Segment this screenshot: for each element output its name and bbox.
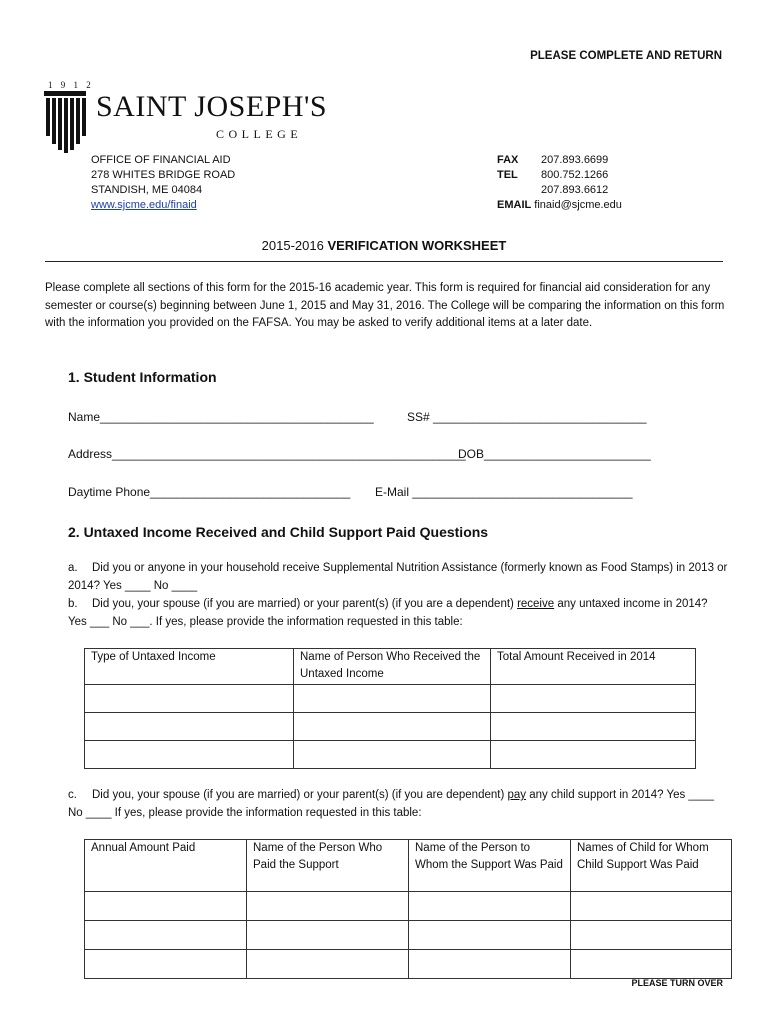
title-name: VERIFICATION WORKSHEET bbox=[327, 238, 507, 253]
table-cell[interactable] bbox=[85, 950, 247, 979]
table-cell[interactable] bbox=[247, 950, 409, 979]
table-cell[interactable] bbox=[247, 921, 409, 950]
college-subtitle: COLLEGE bbox=[216, 127, 303, 141]
pay-emphasis: pay bbox=[507, 789, 527, 801]
office-line-3: STANDISH, ME 04084 bbox=[91, 184, 203, 196]
table-cell[interactable] bbox=[85, 713, 294, 741]
return-instruction: PLEASE COMPLETE AND RETURN bbox=[530, 50, 722, 62]
table-row bbox=[85, 950, 732, 979]
table-row bbox=[85, 921, 732, 950]
table-cell[interactable] bbox=[571, 950, 732, 979]
tel-number-2: 207.893.6612 bbox=[541, 184, 609, 196]
table-cell[interactable] bbox=[409, 892, 571, 921]
question-a-text: Did you or anyone in your household receive Supplemental Nutrition Assistance (formerly known as Food Stamps) in 2013 or 2014? Yes ____ No ____ bbox=[68, 562, 728, 592]
question-b-text-start: Did you, your spouse (if you are married) or your parent(s) (if you are a dependent) bbox=[92, 598, 518, 610]
fax-number: 207.893.6699 bbox=[541, 154, 609, 166]
question-b bbox=[68, 596, 728, 631]
table-cell[interactable] bbox=[294, 741, 491, 769]
office-address bbox=[91, 153, 235, 213]
table-header-cell: Name of the Person Who Paid the Support bbox=[247, 840, 409, 892]
question-c-text-start: Did you, your spouse (if you are married) or your parent(s) (if you are dependent) bbox=[92, 789, 508, 801]
section2-heading: 2. Untaxed Income Received and Child Support Paid Questions bbox=[68, 524, 489, 540]
question-c-text-end: any child support in 2014? Yes ____ No ____ If yes, please provide the information requested in this table: bbox=[68, 789, 715, 819]
ssn-field[interactable]: SS# ________________________________ bbox=[407, 410, 647, 424]
table-header-cell: Annual Amount Paid bbox=[85, 840, 247, 892]
turn-over-note: PLEASE TURN OVER bbox=[631, 978, 723, 988]
table-cell[interactable] bbox=[409, 950, 571, 979]
table-cell[interactable] bbox=[409, 921, 571, 950]
email-label: EMAIL bbox=[497, 199, 532, 211]
question-a bbox=[68, 560, 728, 595]
table-cell[interactable] bbox=[247, 892, 409, 921]
name-field[interactable]: Name_________________________________________ bbox=[68, 410, 374, 424]
table-cell[interactable] bbox=[571, 921, 732, 950]
child-support-table bbox=[84, 839, 732, 979]
table-header-cell: Type of Untaxed Income bbox=[85, 649, 294, 685]
address-field[interactable]: Address_____________________________________________________ bbox=[68, 447, 466, 461]
question-c-letter: c. bbox=[68, 789, 77, 801]
question-b-text-end: any untaxed income in 2014? Yes ___ No ___. If yes, please provide the information requested in this table: bbox=[68, 598, 708, 628]
table-header-cell: Names of Child for Whom Child Support Was Paid bbox=[571, 840, 732, 892]
tel-number-1: 800.752.1266 bbox=[541, 169, 609, 181]
contact-info bbox=[497, 153, 622, 213]
title-divider bbox=[45, 261, 723, 262]
table-row bbox=[85, 713, 696, 741]
table-header-row bbox=[85, 649, 696, 685]
question-c bbox=[68, 787, 728, 822]
page-title bbox=[0, 238, 768, 253]
table-header-cell: Name of Person Who Received the Untaxed Income bbox=[294, 649, 491, 685]
table-header-row bbox=[85, 840, 732, 892]
website-link[interactable]: www.sjcme.edu/finaid bbox=[91, 199, 197, 211]
logo-year: 1 9 1 2 bbox=[48, 80, 94, 90]
office-line-2: 278 WHITES BRIDGE ROAD bbox=[91, 169, 236, 181]
email-field[interactable]: E-Mail _________________________________ bbox=[375, 485, 633, 499]
table-cell[interactable] bbox=[85, 685, 294, 713]
question-a-letter: a. bbox=[68, 562, 78, 574]
section1-heading: 1. Student Information bbox=[68, 369, 217, 385]
untaxed-income-table bbox=[84, 648, 696, 769]
table-cell[interactable] bbox=[491, 685, 696, 713]
tel-label: TEL bbox=[497, 169, 518, 181]
table-cell[interactable] bbox=[85, 921, 247, 950]
table-header-cell: Total Amount Received in 2014 bbox=[491, 649, 696, 685]
title-years: 2015-2016 bbox=[261, 238, 324, 253]
table-cell[interactable] bbox=[571, 892, 732, 921]
phone-field[interactable]: Daytime Phone______________________________ bbox=[68, 485, 351, 499]
college-name: SAINT JOSEPH'S bbox=[96, 90, 328, 123]
table-cell[interactable] bbox=[85, 892, 247, 921]
table-row bbox=[85, 892, 732, 921]
college-crest-logo bbox=[44, 91, 92, 153]
table-row bbox=[85, 685, 696, 713]
table-cell[interactable] bbox=[491, 713, 696, 741]
email-address: finaid@sjcme.edu bbox=[534, 199, 622, 211]
table-cell[interactable] bbox=[85, 741, 294, 769]
dob-field[interactable]: DOB_________________________ bbox=[458, 447, 651, 461]
question-b-letter: b. bbox=[68, 598, 78, 610]
table-cell[interactable] bbox=[294, 685, 491, 713]
table-cell[interactable] bbox=[491, 741, 696, 769]
table-row bbox=[85, 741, 696, 769]
office-line-1: OFFICE OF FINANCIAL AID bbox=[91, 154, 231, 166]
intro-paragraph: Please complete all sections of this form for the 2015-16 academic year. This form is required for financial aid consideration for any semester or course(s) beginning between June 1, 2015 and May 31, 2016. The College will be comparing the information on this form with the information you provided on the FAFSA. You may be asked to verify additional items at a later date. bbox=[45, 282, 725, 329]
table-cell[interactable] bbox=[294, 713, 491, 741]
fax-label: FAX bbox=[497, 154, 519, 166]
receive-emphasis: receive bbox=[517, 598, 555, 610]
table-header-cell: Name of the Person to Whom the Support Was Paid bbox=[409, 840, 571, 892]
